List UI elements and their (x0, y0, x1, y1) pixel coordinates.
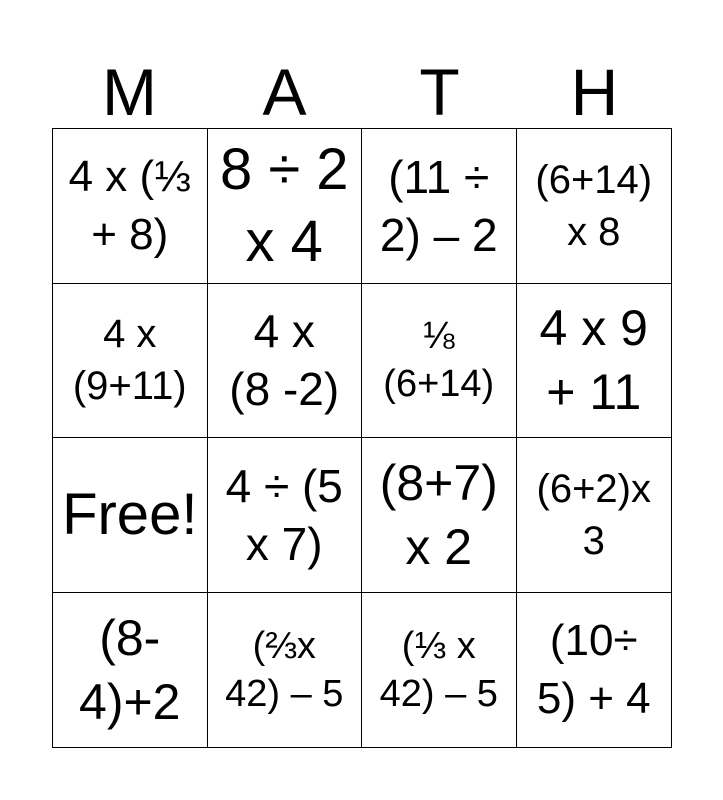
cell-expression (380, 148, 498, 264)
bingo-cell[interactable] (53, 593, 208, 748)
bingo-cell[interactable] (362, 284, 517, 439)
cell-line: 5) + 4 (536, 673, 651, 723)
cell-line: (6+14) (383, 363, 495, 406)
cell-line: (11 ÷ (388, 150, 490, 203)
cell-line: (6+14) (535, 157, 653, 202)
cell-line: (9+11) (72, 364, 187, 409)
header-letter-a: A (262, 55, 307, 129)
bingo-cell[interactable] (362, 593, 517, 748)
cell-expression (537, 612, 651, 728)
cell-line: (10÷ (549, 615, 638, 665)
bingo-cell[interactable] (208, 129, 363, 284)
bingo-cell[interactable] (517, 438, 672, 593)
cell-line: 2) – 2 (379, 208, 498, 261)
free-space-label: Free! (62, 481, 198, 547)
free-space-cell[interactable] (53, 438, 208, 593)
cell-line: ⅛ (422, 315, 455, 358)
header-letter-t: T (419, 55, 460, 129)
cell-line: x 4 (245, 208, 323, 274)
cell-line: (8- (99, 609, 161, 666)
cell-line: 4)+2 (79, 673, 181, 730)
bingo-cell[interactable] (517, 284, 672, 439)
cell-line: 4 ÷ (5 (225, 459, 343, 512)
cell-line: 4 x 9 (539, 300, 648, 357)
bingo-cell[interactable] (517, 129, 672, 284)
bingo-cell[interactable] (208, 284, 363, 439)
bingo-cell[interactable] (53, 284, 208, 439)
cell-expression (537, 463, 652, 567)
cell-line: 42) – 5 (225, 672, 344, 715)
bingo-cell[interactable] (208, 593, 363, 748)
bingo-cell[interactable] (362, 129, 517, 284)
cell-line: + 8) (91, 209, 169, 259)
cell-line: 4 x (103, 312, 157, 357)
cell-expression (79, 606, 180, 734)
cell-expression (380, 622, 498, 718)
bingo-cell[interactable] (362, 438, 517, 593)
cell-line: (⅔x (252, 624, 316, 667)
cell-expression (73, 308, 187, 412)
cell-expression (69, 148, 191, 264)
cell-line: (⅓ x (401, 624, 476, 667)
bingo-board (52, 128, 672, 748)
cell-line: (8 -2) (229, 363, 340, 416)
bingo-cell[interactable] (517, 593, 672, 748)
bingo-cell[interactable] (53, 129, 208, 284)
cell-line: 42) – 5 (379, 672, 498, 715)
cell-line: 4 x (253, 305, 315, 358)
cell-line: x 8 (567, 209, 621, 254)
header-letter-h: H (570, 55, 619, 129)
cell-line: 8 ÷ 2 (219, 136, 349, 202)
cell-line: (6+2)x (536, 466, 651, 511)
cell-line: + 11 (546, 364, 642, 421)
header-letter-m: M (102, 55, 157, 129)
cell-expression (220, 134, 349, 278)
cell-expression (225, 622, 343, 718)
cell-expression (380, 451, 498, 579)
cell-line: x 2 (405, 518, 473, 575)
cell-expression (383, 312, 494, 408)
cell-expression (535, 154, 652, 258)
cell-expression (229, 302, 339, 418)
bingo-cell[interactable] (208, 438, 363, 593)
cell-expression (540, 296, 648, 424)
cell-line: (8+7) (379, 454, 498, 511)
cell-line: 3 (582, 518, 605, 563)
cell-line: x 7) (245, 517, 323, 570)
cell-expression (62, 479, 197, 551)
bingo-header (52, 52, 672, 128)
cell-line: 4 x (⅓ (68, 151, 191, 201)
cell-expression (226, 457, 343, 573)
